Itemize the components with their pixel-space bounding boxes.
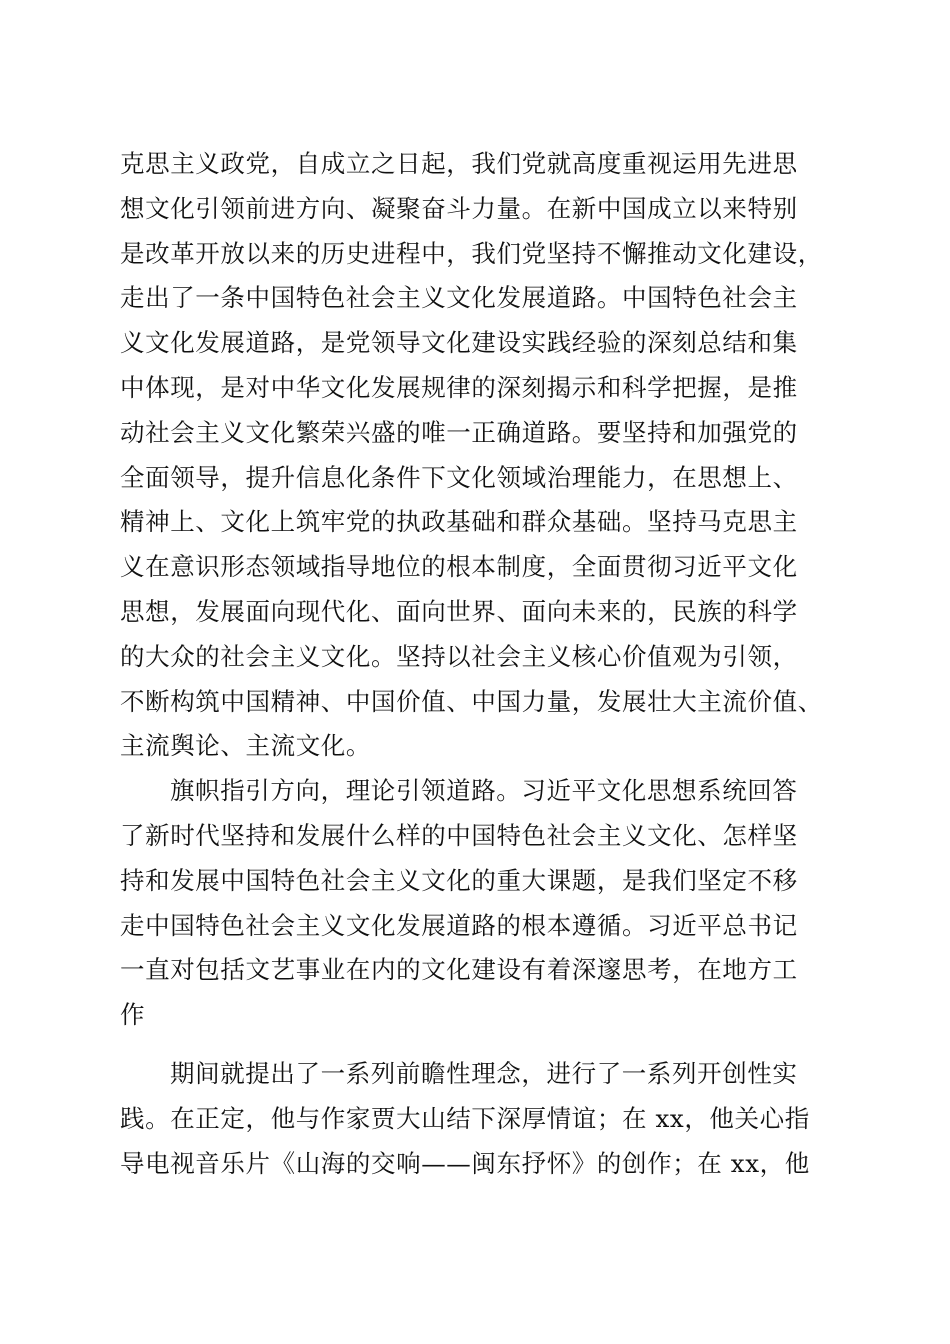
text-line: 思想，发展面向现代化、面向世界、面向未来的，民族的科学 [120,596,798,626]
document-body [120,142,836,1186]
paragraph-gap [120,1038,836,1052]
paragraph [120,1052,836,1186]
text-line: 义文化发展道路，是党领导文化建设实践经验的深刻总结和集 [120,328,798,358]
text-line: 了新时代坚持和发展什么样的中国特色社会主义文化、怎样坚 [120,820,798,850]
text-line: 克思主义政党，自成立之日起，我们党就高度重视运用先进思 [120,149,798,178]
text-line: 中体现，是对中华文化发展规律的深刻揭示和科学把握，是推 [120,372,798,402]
text-line: 不断构筑中国精神、中国价值、中国力量，发展壮大主流价值、 [120,686,823,716]
text-line: 走中国特色社会主义文化发展道路的根本遵循。习近平总书记 [120,910,798,940]
text-line: 期间就提出了一系列前瞻性理念，进行了一系列开创性实 [170,1058,798,1088]
text-line: 走出了一条中国特色社会主义文化发展道路。中国特色社会主 [120,283,798,313]
paragraph [120,769,836,1038]
paragraph [120,142,836,769]
text-line: 的大众的社会主义文化。坚持以社会主义核心价值观为引领， [120,641,798,671]
text-line: 精神上、文化上筑牢党的执政基础和群众基础。坚持马克思主 [120,507,798,537]
text-line: 义在意识形态领域指导地位的根本制度，全面贯彻习近平文化 [120,552,798,582]
text-line: 主流舆论、主流文化。 [120,731,371,761]
text-line: 导电视音乐片《山海的交响——闽东抒怀》的创作；在 xx，他 [120,1148,810,1178]
text-line: 践。在正定，他与作家贾大山结下深厚情谊；在 xx，他关心指 [120,1103,810,1133]
text-line: 持和发展中国特色社会主义文化的重大课题，是我们坚定不移 [120,865,798,895]
text-line: 一直对包括文艺事业在内的文化建设有着深邃思考，在地方工 [120,955,798,985]
text-line: 想文化引领前进方向、凝聚奋斗力量。在新中国成立以来特别 [120,193,798,223]
text-line: 全面领导，提升信息化条件下文化领域治理能力，在思想上、 [120,462,798,492]
text-line: 旗帜指引方向，理论引领道路。习近平文化思想系统回答 [170,776,798,806]
text-line: 作 [120,1000,146,1030]
text-line: 是改革开放以来的历史进程中，我们党坚持不懈推动文化建设， [120,238,823,268]
text-line: 动社会主义文化繁荣兴盛的唯一正确道路。要坚持和加强党的 [120,417,798,447]
